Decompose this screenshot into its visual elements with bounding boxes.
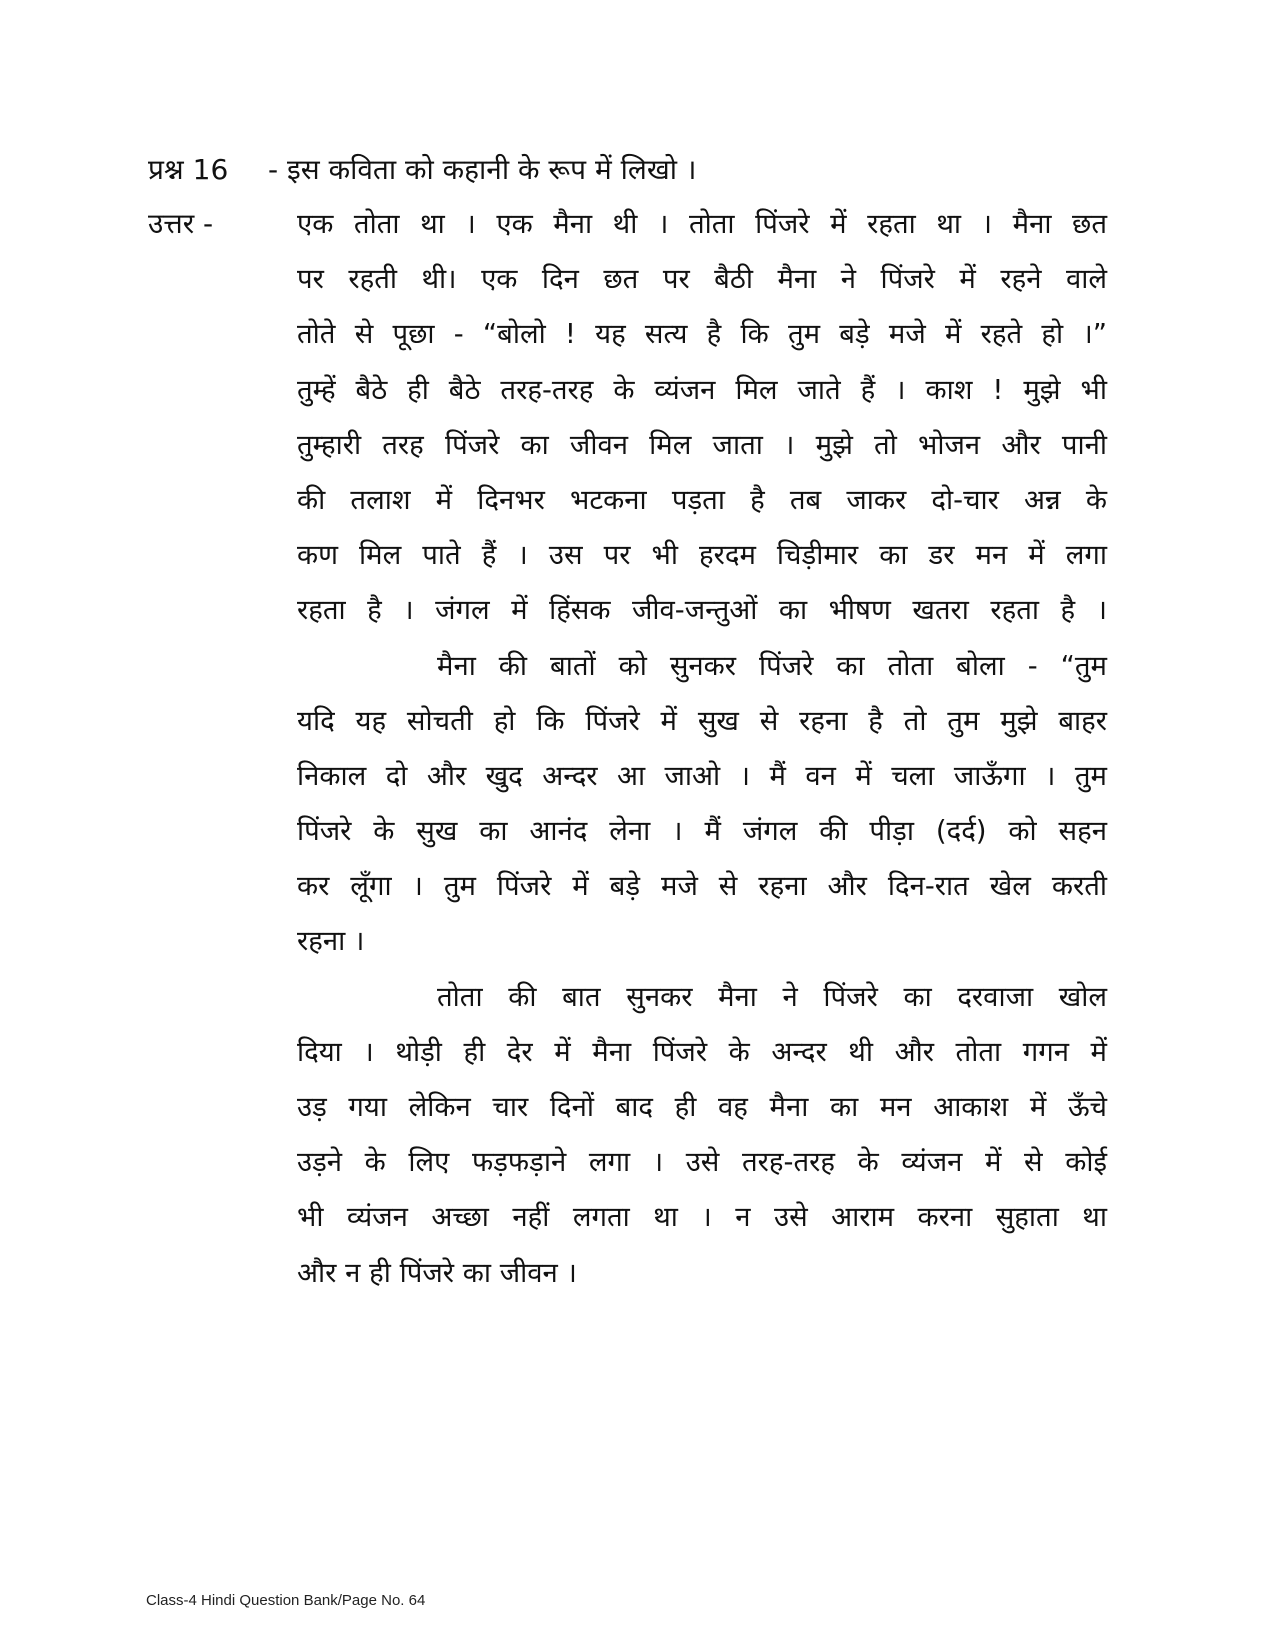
answer-line: रहना ।	[297, 925, 365, 958]
answer-line: उड़ने के लिए फड़फड़ाने लगा । उसे तरह-तरह के व्यंजन में से कोई	[297, 1146, 1107, 1179]
answer-line: तुम्हारी तरह पिंजरे का जीवन मिल जाता । मुझे तो भोजन और पानी	[297, 428, 1107, 461]
answer-line: कर लूँगा । तुम पिंजरे में बड़े मजे से रहना और दिन-रात खेल करती	[297, 870, 1107, 903]
answer-line: भी व्यंजन अच्छा नहीं लगता था । न उसे आराम करना सुहाता था	[297, 1201, 1107, 1234]
answer-label: उत्तर -	[148, 207, 214, 240]
question-row	[148, 150, 1108, 190]
answer-line: कण मिल पाते हैं । उस पर भी हरदम चिड़ीमार का डर मन में लगा	[297, 539, 1107, 572]
question-text: - इस कविता को कहानी के रूप में लिखो ।	[268, 153, 697, 186]
answer-line: पर रहती थी। एक दिन छत पर बैठी मैना ने पिंजरे में रहने वाले	[297, 263, 1107, 296]
answer-line: रहता है । जंगल में हिंसक जीव-जन्तुओं का भीषण खतरा रहता है ।	[297, 594, 1107, 627]
answer-line: तोते से पूछा - “बोलो ! यह सत्य है कि तुम बड़े मजे में रहते हो ।”	[297, 318, 1107, 351]
answer-line: यदि यह सोचती हो कि पिंजरे में सुख से रहना है तो तुम मुझे बाहर	[297, 704, 1107, 737]
answer-line: दिया । थोड़ी ही देर में मैना पिंजरे के अन्दर थी और तोता गगन में	[297, 1035, 1107, 1068]
answer-line: पिंजरे के सुख का आनंद लेना । मैं जंगल की पीड़ा (दर्द) को सहन	[297, 815, 1107, 848]
answer-line: की तलाश में दिनभर भटकना पड़ता है तब जाकर दो-चार अन्न के	[297, 483, 1107, 516]
answer-line: तोता की बात सुनकर मैना ने पिंजरे का दरवाजा खोल	[437, 980, 1107, 1013]
page-footer: Class-4 Hindi Question Bank/Page No. 64	[146, 1592, 426, 1609]
answer-body	[297, 204, 1107, 1308]
answer-line: एक तोता था । एक मैना थी । तोता पिंजरे में रहता था । मैना छत	[297, 208, 1107, 240]
answer-line: और न ही पिंजरे का जीवन ।	[297, 1256, 577, 1289]
answer-line: उड़ गया लेकिन चार दिनों बाद ही वह मैना का मन आकाश में ऊँचे	[297, 1091, 1107, 1123]
answer-line: मैना की बातों को सुनकर पिंजरे का तोता बोला - “तुम	[437, 649, 1107, 682]
answer-line: निकाल दो और खुद अन्दर आ जाओ । मैं वन में चला जाऊँगा । तुम	[297, 759, 1107, 792]
answer-line: तुम्हें बैठे ही बैठे तरह-तरह के व्यंजन मिल जाते हैं । काश ! मुझे भी	[297, 373, 1107, 406]
question-label: प्रश्न 16	[148, 153, 229, 186]
